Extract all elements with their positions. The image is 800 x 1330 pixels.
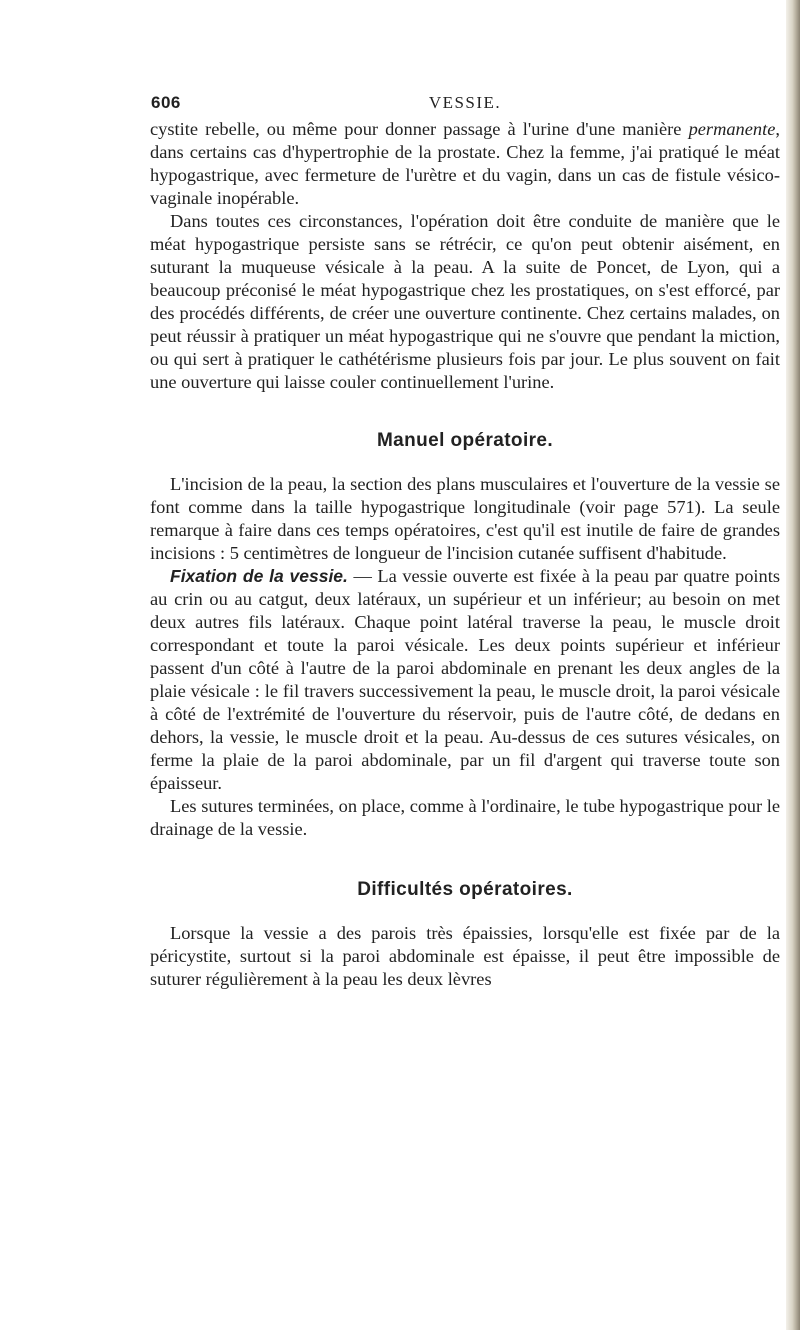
paragraph-incision: L'incision de la peau, la section des plans musculaires et l'ouverture de la vessie se font comme dans la taille hypogastrique longitudinale (voir page 571). La seule remarque à faire dans ces temps opératoires, c'est qu'il est inutile de faire de grandes incisions : 5 centimètres de longueur de l'incision cutanée suffisent d'habitude.: [150, 474, 780, 563]
paragraph-text: cystite rebelle, ou même pour donner passage à l'urine d'une manière: [150, 119, 689, 139]
paragraph-intro-continuation: [150, 118, 780, 210]
section-heading-difficultes: Difficultés opératoires.: [357, 879, 573, 900]
paragraph-fixation: [150, 565, 780, 795]
running-title: VESSIE.: [428, 93, 502, 112]
section-heading-manuel-operatoire: Manuel opératoire.: [376, 430, 554, 451]
book-page: [150, 88, 780, 991]
paragraph-sutures: Les sutures terminées, on place, comme à l'ordinaire, le tube hypogastrique pour le drainage de la vessie.: [150, 796, 780, 839]
running-header: [150, 88, 780, 118]
italic-term: permanente: [688, 119, 776, 139]
paragraph-circumstances: Dans toutes ces circonstances, l'opération doit être conduite de manière que le méat hypogastrique persiste sans se rétrécir, ce qu'on peut obtenir aisément, en suturant la muqueuse vésicale à la peau. A la suite de Poncet, de Lyon, qui a beaucoup préconisé le méat hypogastrique chez les prostatiques, on s'est efforcé, par des procédés différents, de créer une ouverture continente. Chez certains malades, on peut réussir à pratiquer un méat hypogastrique qui ne s'ouvre que pendant la miction, ou qui sert à pratiquer le cathétérisme plusieurs fois par jour. Le plus souvent on fait une ouverture qui laisse couler continuellement l'urine.: [150, 211, 780, 392]
paragraph-text: — La vessie ouverte est fixée à la peau par quatre points au crin ou au catgut, deux latéraux, un supérieur et un inférieur; au besoin on met deux autres fils latéraux. Chaque point latéral traverse la peau, le muscle droit correspondant et toute la paroi vésicale. Les deux points supérieur et inférieur passent d'un côté à l'autre de la paroi abdominale en prenant les deux angles de la plaie vésicale : le fil travers successivement la peau, le muscle droit, la paroi vésicale à côté de l'extrémité de l'ouverture du réservoir, puis de l'autre côté, de dedans en dehors, la vessie, le muscle droit et la peau. Au-dessus de ces sutures vésicales, on ferme la plaie de la paroi abdominale, par un fil d'argent qui traverse toute son épaisseur.: [150, 566, 780, 793]
run-in-heading-fixation: Fixation de la vessie.: [170, 566, 348, 586]
paragraph-text: , dans certains cas d'hypertrophie de la prostate. Chez la femme, j'ai pratiqué le méat hypogastrique, avec fermeture de l'urètre et du vagin, dans un cas de fistule vésico-vaginale inopérable.: [150, 119, 780, 208]
page-number: 606: [151, 93, 181, 112]
paragraph-difficultes: Lorsque la vessie a des parois très épaissies, lorsqu'elle est fixée par de la péricystite, surtout si la paroi abdominale est épaisse, il peut être impossible de suturer régulièrement à la peau les deux lèvres: [150, 923, 780, 989]
page-edge-shadow: [786, 0, 800, 1330]
